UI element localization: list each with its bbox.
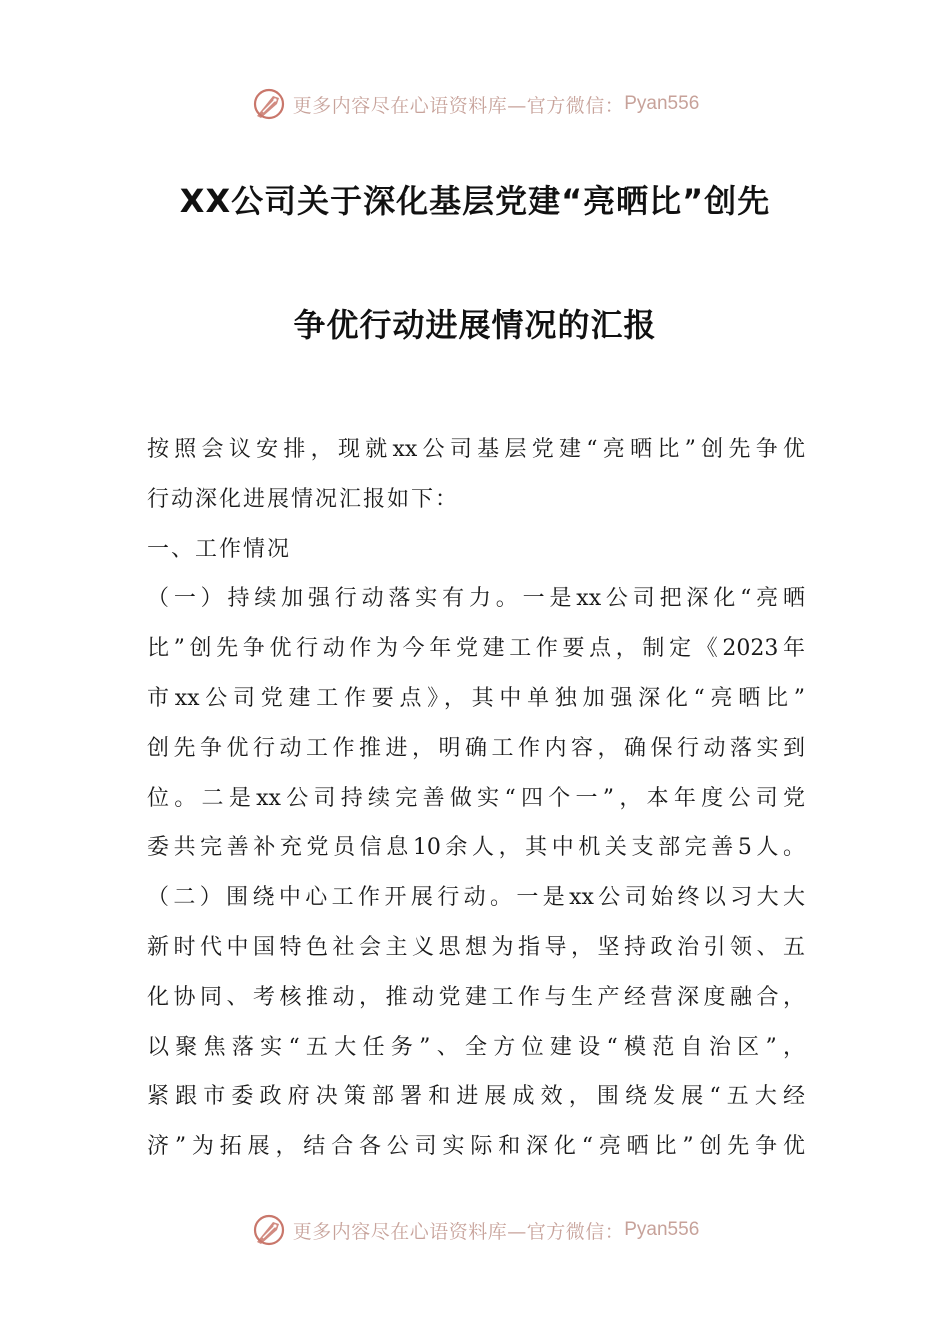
body-line: 化协同、考核推动，推动党建工作与生产经营深度融合， — [147, 984, 805, 1010]
body-line: 新时代中国特色社会主义思想为指导，坚持政治引领、五 — [147, 934, 805, 960]
document-body — [147, 425, 805, 1172]
watermark-wechat-id: Pyan556 — [624, 1219, 700, 1240]
section-heading: 一、工作情况 — [147, 536, 292, 562]
footer-watermark — [0, 1208, 950, 1252]
document-title-line-2: 争优行动进展情况的汇报 — [293, 306, 657, 344]
watermark-text: 更多内容尽在心语资料库—官方微信： — [292, 1220, 625, 1243]
body-line: 市xx公司党建工作要点》，其中单独加强深化“亮晒比” — [147, 685, 805, 711]
pen-nib-icon — [251, 86, 287, 122]
body-line: 以聚焦落实“五大任务”、全方位建设“模范自治区”， — [147, 1034, 805, 1060]
body-line: 按照会议安排，现就xx公司基层党建“亮晒比”创先争优 — [147, 437, 805, 462]
body-line: 紧跟市委政府决策部署和进展成效，围绕发展“五大经 — [147, 1084, 805, 1110]
body-line: 济”为拓展，结合各公司实际和深化“亮晒比”创先争优 — [147, 1134, 805, 1160]
body-line: 位。二是xx公司持续完善做实“四个一”，本年度公司党 — [147, 785, 805, 811]
watermark-text: 更多内容尽在心语资料库—官方微信： — [292, 94, 625, 117]
body-line: （二）围绕中心工作开展行动。一是xx公司始终以习大大 — [147, 885, 805, 911]
body-line: 行动深化进展情况汇报如下： — [147, 486, 460, 512]
pen-nib-icon — [251, 1212, 287, 1248]
watermark-wechat-id: Pyan556 — [624, 93, 700, 114]
body-line: 比”创先争优行动作为今年党建工作要点，制定《2023年 — [147, 636, 805, 662]
header-watermark — [0, 82, 950, 126]
body-line: （一）持续加强行动落实有力。一是xx公司把深化“亮晒 — [147, 586, 805, 612]
document-title-line-1: XX公司关于深化基层党建“亮晒比”创先 — [179, 182, 771, 220]
body-line: 委共完善补充党员信息10余人，其中机关支部完善5人。 — [147, 835, 805, 861]
body-line: 创先争优行动工作推进，明确工作内容，确保行动落实到 — [147, 735, 805, 761]
